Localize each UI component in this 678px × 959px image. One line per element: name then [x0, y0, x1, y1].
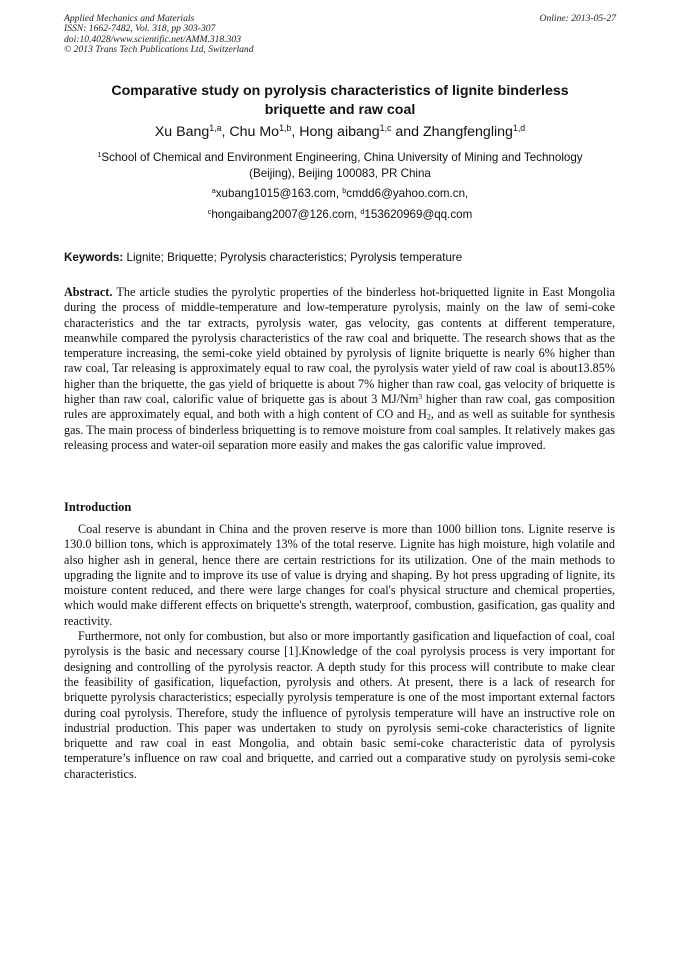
author-name: Chu Mo — [229, 124, 280, 140]
journal-header — [64, 14, 616, 56]
author-separator: and — [391, 124, 423, 140]
issn-line: ISSN: 1662-7482, Vol. 318, pp 303-307 — [64, 23, 216, 35]
keywords — [64, 250, 616, 265]
affiliation-line-2: (Beijing), Beijing 100083, PR China — [249, 166, 431, 180]
email-d: 153620969@qq.com — [364, 208, 473, 221]
keywords-text: Lignite; Briquette; Pyrolysis characteristics; Pyrolysis temperature — [123, 251, 463, 264]
doi-line: doi:10.4028/www.scientific.net/AMM.318.303 — [64, 33, 242, 45]
author-separator: , — [291, 124, 300, 140]
email-b: cmdd6@yahoo.com.cn, — [346, 187, 469, 200]
author-separator: , — [221, 124, 230, 140]
author-name: Zhangfengling — [422, 124, 513, 140]
abstract — [64, 285, 615, 453]
email-line-2 — [64, 207, 616, 222]
email-mark: c — [207, 207, 212, 217]
keywords-label: Keywords: — [64, 251, 124, 264]
online-date: Online: 2013-05-27 — [539, 13, 616, 24]
copyright-line: © 2013 Trans Tech Publications Ltd, Switzerland — [64, 44, 254, 56]
affiliation-line-1 — [70, 150, 610, 166]
abstract-text-3: , and as well as suitable for synthesis gas. The main process of binderless briquetting is to remove moisture from coal samples. It relatively makes gas releasing process and water-oil separation more easily and makes the gas calorific value improved. — [64, 407, 615, 452]
email-c: hongaibang2007@126.com, — [211, 208, 361, 221]
title-line-2: briquette and raw coal — [264, 102, 416, 118]
intro-paragraph-2: Furthermore, not only for combustion, but also or more importantly gasification and liquefaction of coal, coal pyrolysis is the basic and necessary course [1].Knowledge of the coal pyrolysis process is very important for designing and controlling of the pyrolysis reactor. A depth study for this process will contribute to make clear the feasibility of gasification, liquefaction, pyrolysis and others. At present, there is a lack of research for briquette pyrolysis characteristics; especially pyrolysis temperature is one of the most important external factors during coal pyrolysis. Therefore, study the influence of pyrolysis temperature will have an instructive role on industrial production. This paper was undertaken to study on pyrolysis semi-coke characteristics of lignite briquette and raw coal in east Mongolia, and obtain basic semi-coke characteristic data of pyrolysis temperature’s influence on raw coal and briquette, and carried out a comparative study on pyrolysis semi-coke characteristics. — [64, 629, 615, 781]
author-name: Hong aibang — [299, 124, 380, 140]
introduction-heading: Introduction — [64, 500, 132, 514]
email-mark: d — [360, 207, 365, 217]
unit-superscript: 3 — [418, 391, 423, 401]
email-line-1 — [64, 186, 616, 201]
affiliation — [70, 150, 610, 181]
author-affiliation-mark: 1,d — [512, 123, 526, 134]
author-affiliation-mark: 1,b — [279, 123, 292, 134]
journal-name: Applied Mechanics and Materials — [64, 13, 195, 24]
abstract-text-2: higher than raw coal, gas composition rules are approximately equal, and both with a high content of CO and H — [64, 392, 615, 422]
email-mark: a — [211, 186, 216, 196]
author-affiliation-mark: 1,a — [209, 123, 222, 134]
author-name: Xu Bang — [154, 124, 210, 140]
abstract-label: Abstract. — [64, 285, 113, 299]
paper-title — [64, 82, 616, 120]
introduction-body — [64, 522, 615, 782]
email-a: xubang1015@163.com, — [215, 187, 343, 200]
author-affiliation-mark: 1,c — [379, 123, 392, 134]
h2-subscript: 2 — [426, 412, 431, 422]
abstract-text-1: The article studies the pyrolytic properties of the binderless hot-briquetted lignite in East Mongolia during the process of middle-temperature and low-temperature pyrolysis, mainly on the law of semi-coke characteristics and the tar extracts, pyrolysis water, gas velocity, gas contents at different temperature, meanwhile compared the pyrolysis characteristics of the raw coal and briquette. The research shows that as the temperature increasing, the semi-coke yield obtained by pyrolysis of lignite briquette is nearly 6% higher than raw coal, Tar releasing is approximately equal to raw coal, the pyrolysis water yield of raw coal is about13.85% higher than the briquette, the gas yield of briquette is about 7% higher than raw coal, gas velocity of briquette is higher than raw coal, calorific value of briquette gas is about 3 MJ/Nm — [64, 285, 615, 407]
title-line-1: Comparative study on pyrolysis characteristics of lignite binderless — [111, 83, 569, 99]
affiliation-mark: 1 — [97, 150, 102, 160]
email-mark: b — [342, 186, 347, 196]
intro-paragraph-1: Coal reserve is abundant in China and the proven reserve is more than 1000 billion tons. Lignite reserve is 130.0 billion tons, which is approximately 13% of the total reserve. Lignite has high moisture, high volatile and also higher ash in general, hence there are certain restrictions for its utilization. One of the main methods to upgrading the lignite and to improve its use of value is drying and shaping. By hot press upgrading of lignite, its moisture content reduced, and there were large changes for coal's physical structure and chemical properties, which would make different effects on briquette's strength, waterproof, combustion, gasification, gas quality and reactivity. — [64, 522, 615, 628]
affiliation-text-1: School of Chemical and Environment Engineering, China University of Mining and Technology — [101, 151, 583, 164]
author-list — [64, 123, 616, 141]
